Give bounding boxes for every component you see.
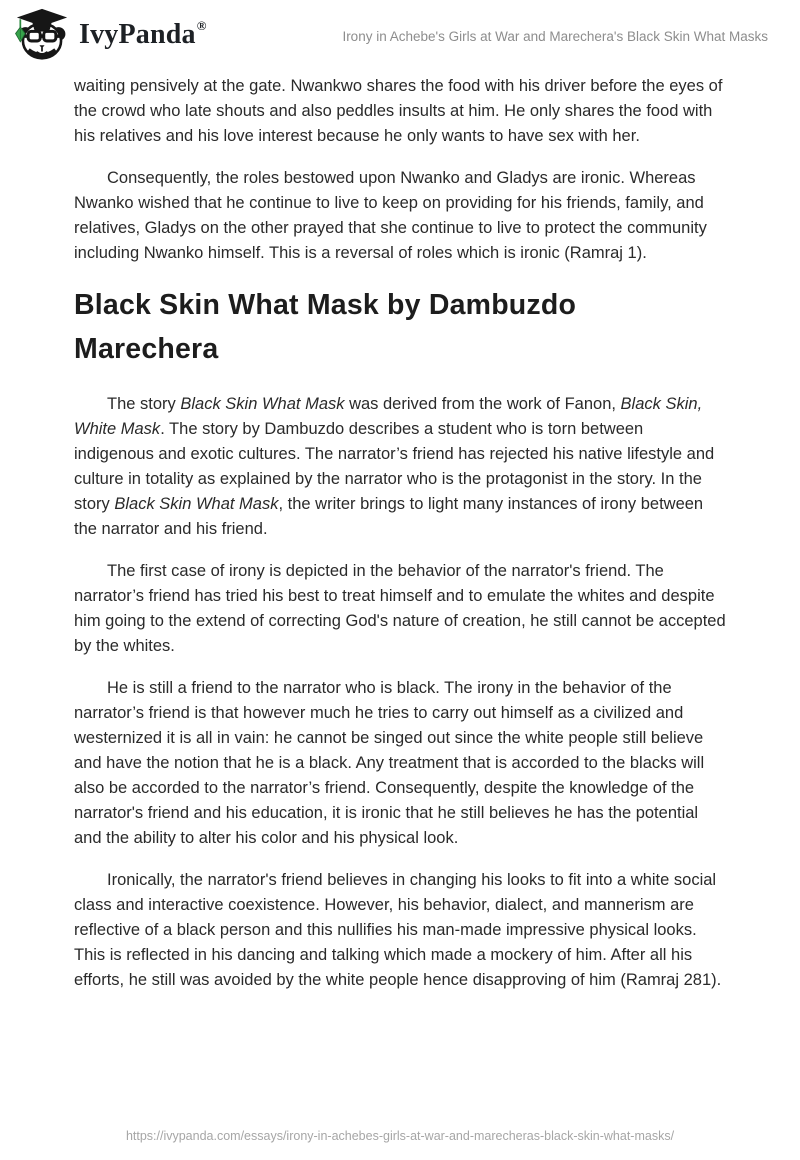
- section-heading: Black Skin What Mask by Dambuzdo Marechera: [74, 289, 577, 365]
- paragraph-6: Ironically, the narrator's friend believes in changing his looks to fit into a white social class and interactive coexistence. However, his behavior, dialect, and mannerism are reflective of a black person and this nullifies his man-made impressive physical looks. This is reflected in his dancing and talking which made a mockery of him. After all his efforts, he still was avoided by the white people hence disapproving of him (Ramraj 281).: [74, 871, 722, 989]
- header: [0, 0, 800, 60]
- footer: [0, 1127, 800, 1145]
- paragraph-4: The first case of irony is depicted in the behavior of the narrator's friend. The narrator’s friend has tried his best to treat himself and to emulate the whites and despite him going to the extend of correcting God's nature of creation, he still cannot be accepted by the whites.: [74, 562, 726, 655]
- paragraph-3: The story Black Skin What Mask was derived from the work of Fanon, Black Skin, White Mask. The story by Dambuzdo describes a student who is torn between indigenous and exotic cultures. The narrator’s friend has rejected his native lifestyle and culture in totality as explained by the narrator who is the protagonist in the story. In the story Black Skin What Mask, the writer brings to light many instances of irony between the narrator and his friend.: [74, 395, 715, 538]
- source-url: https://ivypanda.com/essays/irony-in-achebes-girls-at-war-and-marecheras-black-skin-what-masks/: [125, 1129, 675, 1143]
- panda-graduation-cap-icon: [14, 8, 70, 60]
- paragraph-2: Consequently, the roles bestowed upon Nwanko and Gladys are ironic. Whereas Nwanko wished that he continue to live to keep on providing for his friends, family, and relatives, Gladys on the other prayed that she continue to live to protect the community including Nwanko himself. This is a reversal of roles which is ironic (Ramraj 1).: [74, 169, 707, 262]
- brand-name: [79, 19, 207, 49]
- document-title: Irony in Achebe's Girls at War and Marechera's Black Skin What Masks: [342, 28, 768, 44]
- brand: [14, 8, 207, 60]
- brand-wordmark: IvyPanda: [79, 19, 196, 50]
- registered-trademark: ®: [196, 18, 207, 33]
- essay-body: [74, 74, 726, 993]
- paragraph-1: waiting pensively at the gate. Nwankwo shares the food with his driver before the eyes of the crowd who late shouts and also peddles insults at him. He only shares the food with his relatives and his love interest because he only wants to have sex with her.: [74, 77, 723, 145]
- paragraph-5: He is still a friend to the narrator who is black. The irony in the behavior of the narrator’s friend is that however much he tries to carry out himself as a civilized and westernized it is all in vain: he cannot be singed out since the white people still believe and have the notion that he is a black. Any treatment that is accorded to the blacks will also be accorded to the narrator’s friend. Consequently, despite the knowledge of the narrator's friend and his education, it is ironic that he still believes he has the potential and the ability to alter his color and his physical look.: [74, 679, 705, 847]
